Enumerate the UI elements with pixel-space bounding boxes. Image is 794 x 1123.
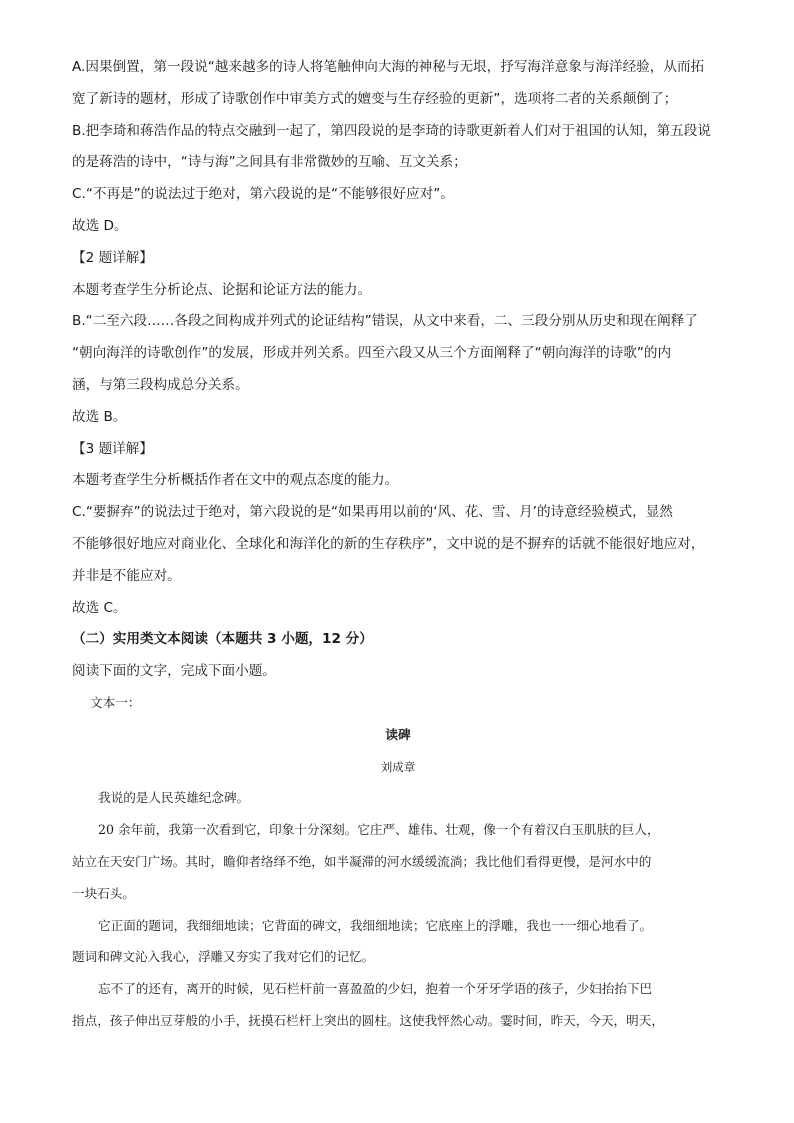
q3-explanation: [72, 440, 724, 631]
paragraph-4-line-1: 忘不了的还有，离开的时候，见石栏杆前一喜盈盈的少妇，抱着一个牙牙学语的孩子，少妇抬抬下巴: [98, 981, 653, 997]
paragraph-1-line-1: 我说的是人民英雄纪念碑。: [98, 790, 250, 806]
q1-line-1: A.因果倒置，第一段说“越来越多的诗人将笔触伸向大海的神秘与无垠，抒写海洋意象与海洋经验，从而拓: [72, 59, 705, 75]
q3-answer: 故选 C。: [72, 599, 127, 616]
paragraph-2-line-1: 20 余年前，我第一次看到它，印象十分深刻。它庄严、雄伟、壮观，像一个有着汉白玉肌肤的巨人，: [98, 822, 660, 838]
passage-author: 刘成章: [380, 759, 416, 774]
q3-heading: 【3 题详解】: [72, 440, 153, 457]
q1-line-3: B.把李琦和蒋浩作品的特点交融到一起了，第四段说的是李琦的诗歌更新着人们对于祖国的认知，第五段说: [72, 122, 711, 139]
q2-heading: 【2 题详解】: [72, 249, 153, 266]
q3-line-1: 本题考查学生分析概括作者在文中的观点态度的能力。: [72, 472, 399, 489]
paragraph-2-line-2: 站立在天安门广场。其时，瞻仰者络绎不绝，如半凝滞的河水缓缓流淌；我比他们看得更慢，是河水中的: [72, 853, 652, 869]
q2-line-2: B.“二至六段……各段之间构成并列式的论证结构”错误，从文中来看，二、三段分别从历史和现在阐释了: [72, 313, 698, 330]
paragraph-3-line-2: 题词和碑文沁入我心，浮雕又夯实了我对它们的记忆。: [72, 949, 375, 965]
section-2-instruction: 阅读下面的文字，完成下面小题。: [72, 663, 276, 680]
q2-line-4: 涵，与第三段构成总分关系。: [72, 376, 249, 393]
q1-line-2: 宽了新诗的题材，形成了诗歌创作中审美方式的嬗变与生存经验的更新”，选项将二者的关系颠倒了；: [72, 90, 678, 107]
q1-line-4: 的是蒋浩的诗中，“诗与海”之间具有非常微妙的互喻、互文关系；: [72, 154, 467, 171]
paragraph-4-line-2: 指点，孩子伸出豆芽般的小手，抚摸石栏杆上突出的圆柱。这使我怦然心动。霎时间，昨天，今天，明天，: [72, 1012, 664, 1028]
q2-explanation: [72, 249, 724, 440]
paragraph-2-line-3: 一块石头。: [72, 885, 135, 901]
q2-answer: 故选 B。: [72, 408, 127, 425]
section-2-heading: （二）实用类文本阅读（本题共 3 小题，12 分）: [72, 631, 373, 648]
passage-label: 文本一：: [90, 694, 141, 710]
q1-line-5: C.“不再是”的说法过于绝对，第六段说的是“不能够很好应对”。: [72, 186, 454, 203]
reading-passage: [72, 694, 724, 1044]
q2-line-1: 本题考查学生分析论点、论据和论证方法的能力。: [72, 281, 372, 298]
paragraph-3-line-1: 它正面的题词，我细细地读；它背面的碑文，我细细地读；它底座上的浮雕，我也一一细心地看了。: [98, 917, 653, 933]
q3-line-2: C.“要摒弃”的说法过于绝对，第六段说的是“如果再用以前的‘风、花、雪、月’的诗意经验模式，显然: [72, 504, 673, 521]
q3-line-3: 不能够很好地应对商业化、全球化和海洋化的新的生存秩序”，文中说的是不摒弃的话就不能很好地应对，: [72, 535, 705, 552]
q2-line-3: “朝向海洋的诗歌创作”的发展，形成并列关系。四至六段又从三个方面阐释了“朝向海洋的诗歌”的内: [72, 345, 672, 362]
q1-explanation: [72, 58, 724, 249]
document-page: [72, 58, 724, 1044]
passage-title: 读碑: [385, 726, 411, 742]
q3-line-4: 并非是不能应对。: [72, 567, 181, 584]
q1-answer: 故选 D。: [72, 217, 128, 234]
section-2: [72, 630, 724, 694]
